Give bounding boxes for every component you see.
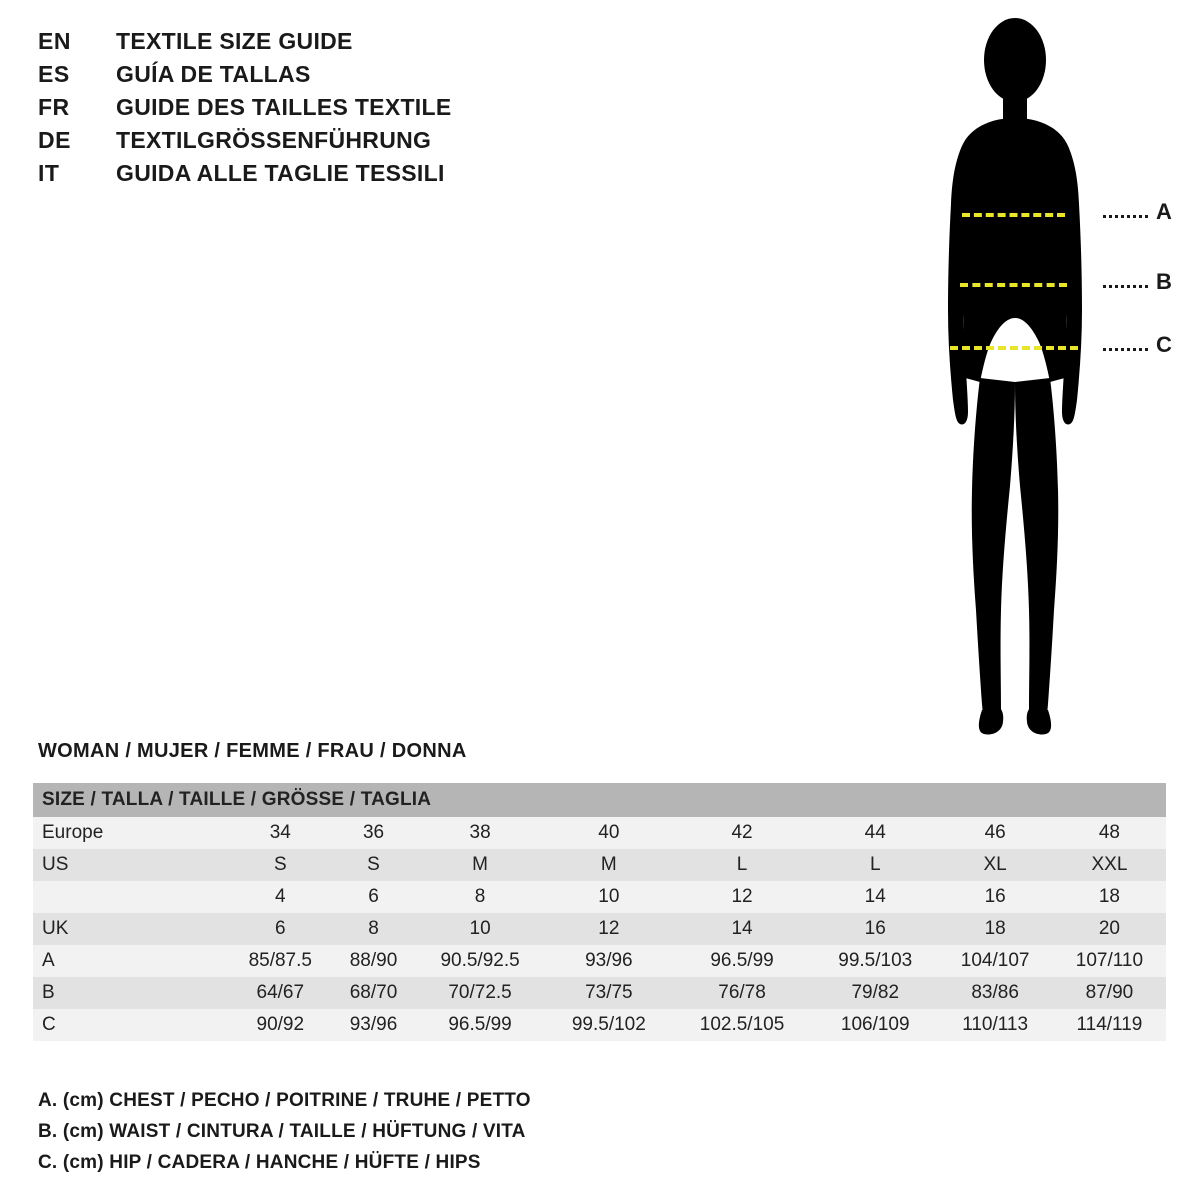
language-row — [38, 160, 678, 193]
section-heading-woman: WOMAN / MUJER / FEMME / FRAU / DONNA — [38, 740, 467, 762]
language-code: DE — [38, 127, 71, 153]
cell: 36 — [334, 817, 414, 849]
cell: 10 — [413, 913, 546, 945]
cell: 42 — [671, 817, 813, 849]
table-header-row — [33, 783, 1166, 817]
cell: S — [227, 849, 334, 881]
row-label: A — [33, 945, 227, 977]
table-row — [33, 913, 1166, 945]
cell: 38 — [413, 817, 546, 849]
cell: 93/96 — [334, 1009, 414, 1041]
cell: 99.5/103 — [813, 945, 937, 977]
table-row — [33, 849, 1166, 881]
cell: 106/109 — [813, 1009, 937, 1041]
cell: 87/90 — [1053, 977, 1166, 1009]
hip-leader-line — [1103, 348, 1148, 351]
language-code: IT — [38, 160, 60, 186]
legend-item-hip: C. (cm) HIP / CADERA / HANCHE / HÜFTE / HIPS — [38, 1152, 481, 1173]
cell: 99.5/102 — [547, 1009, 671, 1041]
cell: 34 — [227, 817, 334, 849]
language-row — [38, 28, 678, 61]
measure-label-c: C — [1156, 332, 1172, 357]
body-figure-area — [860, 10, 1190, 740]
cell: 76/78 — [671, 977, 813, 1009]
chest-leader-line — [1103, 215, 1148, 218]
row-label: Europe — [33, 817, 227, 849]
table-row — [33, 817, 1166, 849]
legend-item-chest: A. (cm) CHEST / PECHO / POITRINE / TRUHE / PETTO — [38, 1090, 531, 1111]
cell: 14 — [671, 913, 813, 945]
cell: 10 — [547, 881, 671, 913]
cell: 12 — [671, 881, 813, 913]
cell: 110/113 — [937, 1009, 1052, 1041]
cell: 14 — [813, 881, 937, 913]
measure-label-a: A — [1156, 199, 1172, 224]
cell: 20 — [1053, 913, 1166, 945]
cell: 64/67 — [227, 977, 334, 1009]
cell: 40 — [547, 817, 671, 849]
cell: 48 — [1053, 817, 1166, 849]
cell: L — [813, 849, 937, 881]
cell: 104/107 — [937, 945, 1052, 977]
language-title: TEXTILE SIZE GUIDE — [116, 28, 353, 54]
cell: M — [413, 849, 546, 881]
language-title-block — [38, 28, 678, 193]
table-header-label: SIZE / TALLA / TAILLE / GRÖSSE / TAGLIA — [33, 783, 1166, 817]
cell: 6 — [227, 913, 334, 945]
cell: 90/92 — [227, 1009, 334, 1041]
language-title: GUIDA ALLE TAGLIE TESSILI — [116, 160, 445, 186]
cell: 114/119 — [1053, 1009, 1166, 1041]
cell: 96.5/99 — [671, 945, 813, 977]
row-label: C — [33, 1009, 227, 1041]
language-row — [38, 127, 678, 160]
row-label: B — [33, 977, 227, 1009]
cell: 18 — [1053, 881, 1166, 913]
cell: 4 — [227, 881, 334, 913]
language-title: GUÍA DE TALLAS — [116, 61, 311, 87]
cell: 44 — [813, 817, 937, 849]
cell: 6 — [334, 881, 414, 913]
size-table — [33, 783, 1166, 1041]
row-label: US — [33, 849, 227, 881]
language-title: TEXTILGRÖSSENFÜHRUNG — [116, 127, 432, 153]
cell: 16 — [813, 913, 937, 945]
cell: L — [671, 849, 813, 881]
cell: 8 — [413, 881, 546, 913]
language-title: GUIDE DES TAILLES TEXTILE — [116, 94, 452, 120]
cell: 68/70 — [334, 977, 414, 1009]
chest-measure-line — [962, 213, 1065, 217]
cell: 88/90 — [334, 945, 414, 977]
cell: XXL — [1053, 849, 1166, 881]
measurement-legend — [38, 1090, 938, 1183]
cell: 85/87.5 — [227, 945, 334, 977]
cell: 96.5/99 — [413, 1009, 546, 1041]
legend-item-waist: B. (cm) WAIST / CINTURA / TAILLE / HÜFTUNG / VITA — [38, 1121, 526, 1142]
table-row — [33, 1009, 1166, 1041]
waist-measure-line — [960, 283, 1067, 287]
measure-label-b: B — [1156, 269, 1172, 294]
cell: M — [547, 849, 671, 881]
row-label: UK — [33, 913, 227, 945]
language-code: EN — [38, 28, 71, 54]
table-row — [33, 945, 1166, 977]
cell: 16 — [937, 881, 1052, 913]
cell: 107/110 — [1053, 945, 1166, 977]
cell: 83/86 — [937, 977, 1052, 1009]
cell: 46 — [937, 817, 1052, 849]
cell: 18 — [937, 913, 1052, 945]
cell: 8 — [334, 913, 414, 945]
female-body-silhouette — [860, 10, 1190, 740]
cell: 70/72.5 — [413, 977, 546, 1009]
waist-leader-line — [1103, 285, 1148, 288]
cell: 79/82 — [813, 977, 937, 1009]
cell: 102.5/105 — [671, 1009, 813, 1041]
table-row — [33, 977, 1166, 1009]
table-row — [33, 881, 1166, 913]
cell: 93/96 — [547, 945, 671, 977]
language-code: FR — [38, 94, 70, 120]
cell: XL — [937, 849, 1052, 881]
language-row — [38, 94, 678, 127]
cell: 12 — [547, 913, 671, 945]
language-code: ES — [38, 61, 70, 87]
hip-measure-line — [950, 346, 1078, 350]
cell: 73/75 — [547, 977, 671, 1009]
cell: S — [334, 849, 414, 881]
cell: 90.5/92.5 — [413, 945, 546, 977]
language-row — [38, 61, 678, 94]
row-label — [33, 881, 227, 913]
